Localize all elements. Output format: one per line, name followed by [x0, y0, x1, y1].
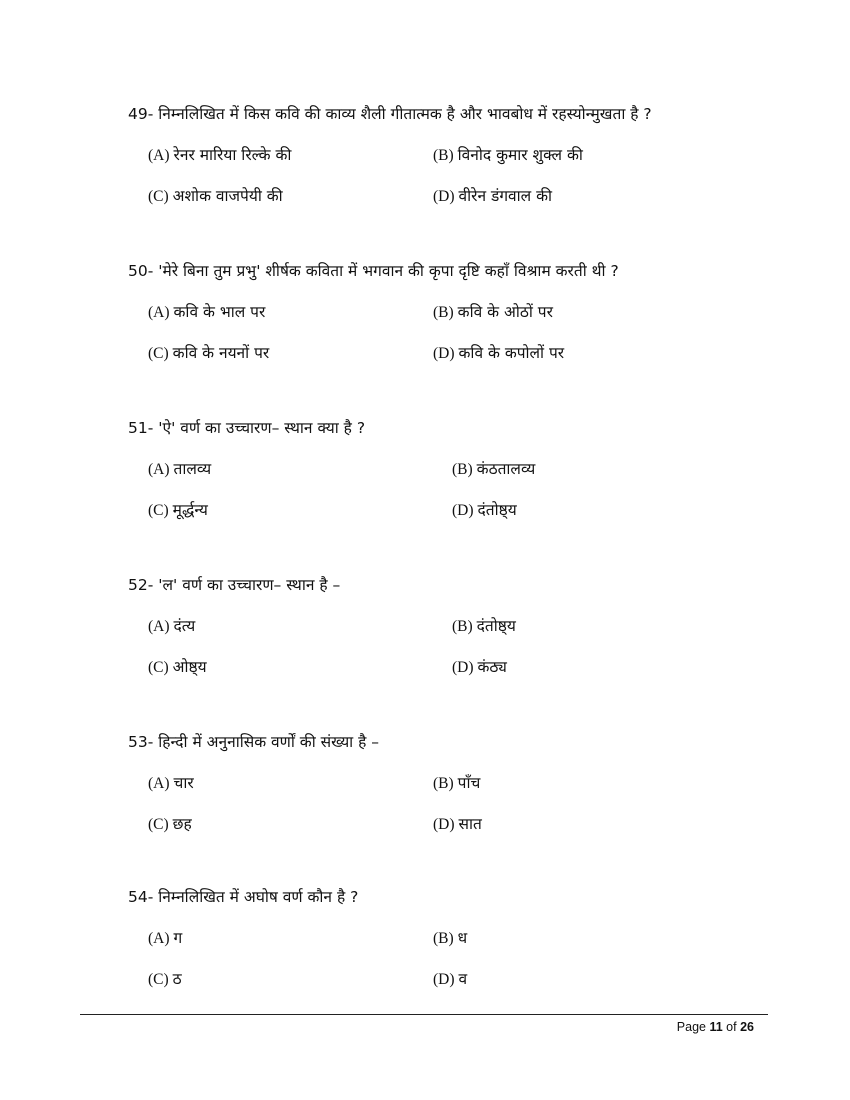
- question-49-text: 49- निम्नलिखित में किस कवि की काव्य शैली गीतात्मक है और भावबोध में रहस्योन्मुखता है ?: [128, 105, 652, 123]
- question-51-option-d: (D) दंतोष्ठ्य: [452, 501, 517, 519]
- question-54-option-c: (C) ठ: [148, 970, 182, 988]
- footer-divider: [80, 1014, 768, 1015]
- question-53-option-a: (A) चार: [148, 774, 194, 792]
- question-51-option-b: (B) कंठतालव्य: [452, 460, 536, 478]
- question-52-text: 52- 'ल' वर्ण का उच्चारण– स्थान है –: [128, 576, 341, 594]
- question-50-option-c: (C) कवि के नयनों पर: [148, 344, 270, 362]
- question-49-option-b: (B) विनोद कुमार शुक्ल की: [433, 146, 583, 164]
- question-51-text: 51- 'ऐ' वर्ण का उच्चारण– स्थान क्या है ?: [128, 419, 366, 437]
- question-52-option-c: (C) ओष्ठ्य: [148, 658, 207, 676]
- question-49-option-a: (A) रेनर मारिया रिल्के की: [148, 146, 292, 164]
- question-51-option-a: (A) तालव्य: [148, 460, 212, 478]
- question-51-option-c: (C) मूर्द्धन्य: [148, 501, 208, 519]
- question-52-option-a: (A) दंत्य: [148, 617, 196, 635]
- question-54-text: 54- निम्नलिखित में अघोष वर्ण कौन है ?: [128, 888, 359, 906]
- question-50-option-b: (B) कवि के ओठों पर: [433, 303, 553, 321]
- total-pages: 26: [740, 1020, 754, 1034]
- question-53-text: 53- हिन्दी में अनुनासिक वर्णों की संख्या है –: [128, 733, 380, 751]
- question-50-option-a: (A) कवि के भाल पर: [148, 303, 266, 321]
- question-54-option-d: (D) व: [433, 970, 468, 988]
- question-52-option-d: (D) कंठ्य: [452, 658, 507, 676]
- question-53-option-b: (B) पाँच: [433, 774, 481, 792]
- question-53-option-c: (C) छह: [148, 815, 192, 833]
- page-number: [677, 1020, 754, 1034]
- question-49-option-d: (D) वीरेन डंगवाल की: [433, 187, 553, 205]
- question-49-option-c: (C) अशोक वाजपेयी की: [148, 187, 283, 205]
- current-page: 11: [709, 1020, 723, 1034]
- question-54-option-a: (A) ग: [148, 929, 183, 947]
- question-50-text: 50- 'मेरे बिना तुम प्रभु' शीर्षक कविता में भगवान की कृपा दृष्टि कहाँ विश्राम करती थी ?: [128, 262, 619, 280]
- question-53-option-d: (D) सात: [433, 815, 482, 833]
- question-52-option-b: (B) दंतोष्ठ्य: [452, 617, 516, 635]
- question-54-option-b: (B) ध: [433, 929, 468, 947]
- question-50-option-d: (D) कवि के कपोलों पर: [433, 344, 565, 362]
- page-word: Page: [676, 1020, 706, 1034]
- of-word: of: [726, 1020, 737, 1034]
